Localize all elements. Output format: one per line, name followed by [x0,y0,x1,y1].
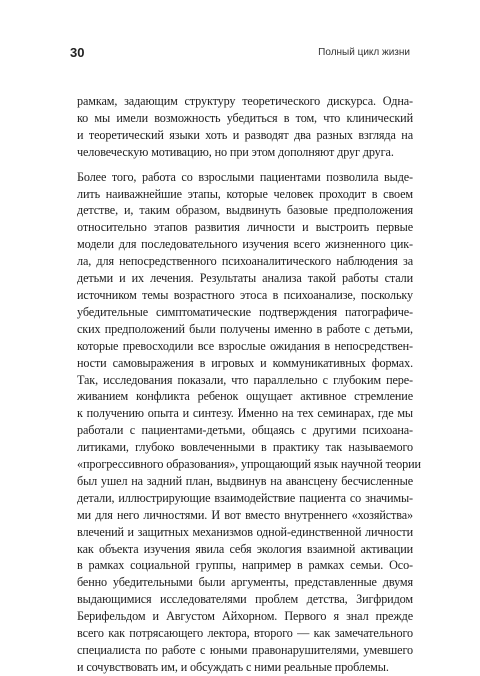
text-line: Так, исследования показали, что параллельно с глубоким пере- [77,372,413,387]
text-line: был ушел на задний план, выдвинув на авансцену бесчисленные [77,473,413,488]
text-line: бенно убедительными были аргументы, представленные двумя [77,575,413,590]
text-line: специалиста по работе с юными правонарушителями, умевшего [77,643,413,657]
text-line: ла, для непосредственного психоаналитического наблюдения за [77,254,413,269]
text-line: и сочувствовать им, и обсуждать с ними реальные проблемы. [77,659,389,674]
text-line: «прогрессивного образования», упрощающий язык научной теории [77,457,421,472]
text-line: модели для последовательного изучения всего жизненного цик- [77,237,413,252]
text-line: в рамках социальной группы, например в рамках семьи. Осо- [77,558,413,573]
text-line: всего как потрясающего лектора, второго — как замечательного [77,626,413,641]
text-line: ских предположений были получены именно в работе с детьми, [77,321,413,336]
text-line: как объекта изучения явила себя экология взаимной активации [77,541,413,556]
text-line: Более того, работа со взрослыми пациентами позволила выде- [77,169,413,184]
running-title: Полный цикл жизни [318,47,410,58]
text-line: литиками, глубоко вовлеченными в практику так называемого [77,440,413,455]
page-number: 30 [70,45,85,60]
paragraph [77,93,413,161]
text-line: которые превосходили все взрослые ожидания в непосредствен- [77,338,413,353]
text-line: Берифельдом и Августом Айхорном. Первого я знал прежде [77,609,413,624]
body-text [77,93,421,676]
text-line: живанием конфликта ребенок ощущает активное стремление [77,389,413,404]
text-line: и теоретический языки хоть и разводят два разных взгляда на [77,127,413,142]
text-line: выдающимися исследователями проблем детства, Зигфридом [77,592,413,607]
text-line: рамкам, задающим структуру теоретического дискурса. Одна- [77,94,413,108]
text-line: источником темы возрастного этоса в психоанализе, поскольку [77,287,413,302]
text-line: убедительные симптоматические подтверждения патографиче- [77,304,413,319]
text-line: работали с пациентами-детьми, общаясь с другими психоана- [77,423,413,438]
text-line: лить наиважнейшие этапы, которые человек проходит в своем [77,186,413,201]
text-line: ми для него личностями. И вот вместо внутреннего «хозяйства» [77,507,413,522]
text-line: детстве, и, таким образом, выдвинуть базовые предположения [77,203,413,218]
text-line: детали, иллюстрирующие взаимодействие пациента со значимы- [77,490,413,505]
text-line: влечений и защитных механизмов одной-единственной личности [77,524,413,539]
text-line: ко мы имели возможность убедиться в том, что клинический [77,110,413,125]
text-line: относительно этапов развития личности и выстроить первые [77,220,413,235]
text-line: человеческую мотивацию, но при этом дополняют друг друга. [77,144,394,159]
text-line: ности самовыражения в игровых и коммуникативных формах. [77,355,413,370]
text-line: к получению опыта и синтезу. Именно на тех семинарах, где мы [77,406,413,421]
text-line: детьми и их лечения. Результаты анализа такой работы стали [77,271,413,286]
page-header [70,45,410,65]
paragraph [77,169,421,676]
